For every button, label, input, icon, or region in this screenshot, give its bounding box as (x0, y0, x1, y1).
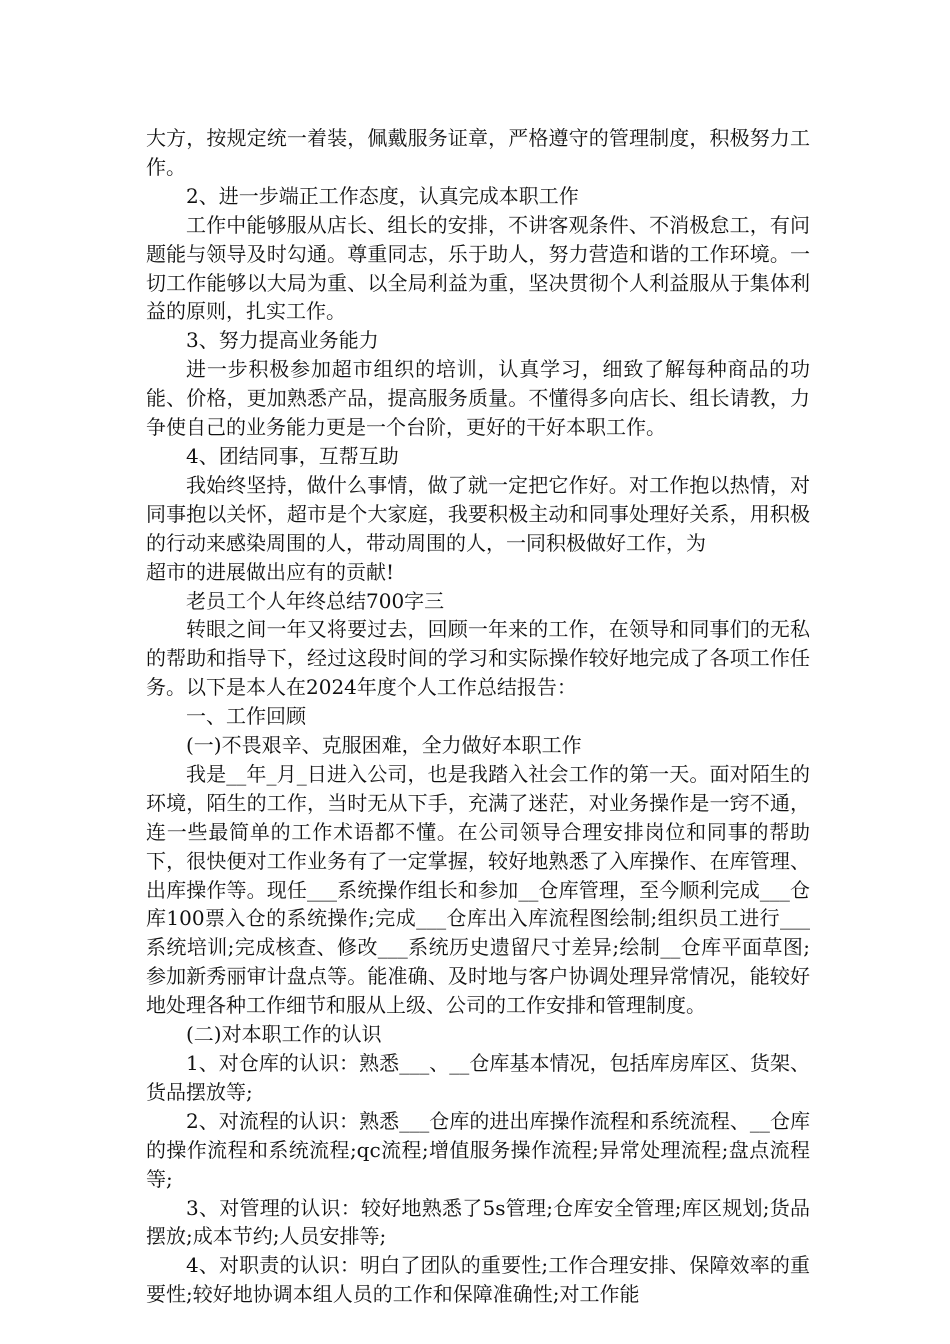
list-item-management: 3、对管理的认识：较好地熟悉了5s管理;仓库安全管理;库区规划;货品摆放;成本节约;人员安排等; (146, 1195, 810, 1249)
section-heading-business-ability: 3、努力提高业务能力 (186, 328, 379, 353)
list-item-warehouse: 1、对仓库的认识：熟悉___、__仓库基本情况，包括库房库区、货架、货品摆放等; (146, 1051, 810, 1104)
paragraph-work-attitude: 工作中能够服从店长、组长的安排，不讲客观条件、不消极怠工，有问题能与领导及时勾通。尊重同志，乐于助人，努力营造和谐的工作环境。一切工作能够以大局为重、以全局利益为重，坚决贯彻个人利益服从于集体利益的原则，扎实工作。 (146, 212, 810, 324)
section-heading-work-attitude: 2、进一步端正工作态度，认真完成本职工作 (186, 183, 579, 208)
paragraph-continuation: 大方，按规定统一着装，佩戴服务证章，严格遵守的管理制度，积极努力工作。 (146, 126, 810, 179)
list-item-responsibility: 4、对职责的认识：明白了团队的重要性;工作合理安排、保障效率的重要性;较好地协调本组人员的工作和保障准确性;对工作能 (146, 1253, 810, 1307)
subsection-heading-overcome: (一)不畏艰辛、克服困难，全力做好本职工作 (186, 733, 582, 758)
paragraph-business-ability: 进一步积极参加超市组织的培训，认真学习，细致了解每种商品的功能、价格，更加熟悉产品，提高服务质量。不懂得多向店长、组长请教，力争使自己的业务能力更是一个台阶，更好的干好本职工作。 (146, 357, 810, 440)
paragraph-intro: 转眼之间一年又将要过去，回顾一年来的工作，在领导和同事们的无私的帮助和指导下，经过这段时间的学习和实际操作较好地完成了各项工作任务。以下是本人在2024年度个人工作总结报告： (146, 617, 810, 700)
section-heading-teamwork: 4、团结同事，互帮互助 (186, 443, 399, 468)
article-title: 老员工个人年终总结700字三 (186, 588, 445, 613)
section-heading-review: 一、工作回顾 (186, 704, 306, 729)
paragraph-overcome: 我是__年_月_日进入公司，也是我踏入社会工作的第一天。面对陌生的环境，陌生的工作，当时无从下手，充满了迷茫，对业务操作是一窍不通，连一些最简单的工作术语都不懂。在公司领导合理安排岗位和同事的帮助下，很快便对工作业务有了一定掌握，较好地熟悉了入库操作、在库管理、出库操作等。现任___系统操作组长和参加__仓库管理，至今顺利完成___仓库100票入仓的系统操作;完成___仓库出入库流程图绘制;组织员工进行___系统培训;完成核查、修改___系统历史遗留尺寸差异;绘制__仓库平面草图;参加新秀丽审计盘点等。能准确、及时地与客户协调处理异常情况，能较好地处理各种工作细节和服从上级、公司的工作安排和管理制度。 (146, 761, 810, 1018)
paragraph-teamwork: 我始终坚持，做什么事情，做了就一定把它作好。对工作抱以热情，对同事抱以关怀，超市是个大家庭，我要积极主动和同事处理好关系，用积极的行动来感染周围的人，带动周围的人，一同积极做好工作，为 (146, 472, 810, 555)
list-item-process: 2、对流程的认识：熟悉___仓库的进出库操作流程和系统流程、__仓库的操作流程和系统流程;qc流程;增值服务操作流程;异常处理流程;盘点流程等; (146, 1108, 810, 1191)
subsection-heading-understanding: (二)对本职工作的认识 (186, 1022, 382, 1047)
paragraph-teamwork-end: 超市的进展做出应有的贡献! (146, 559, 395, 584)
document-page (146, 124, 810, 1309)
